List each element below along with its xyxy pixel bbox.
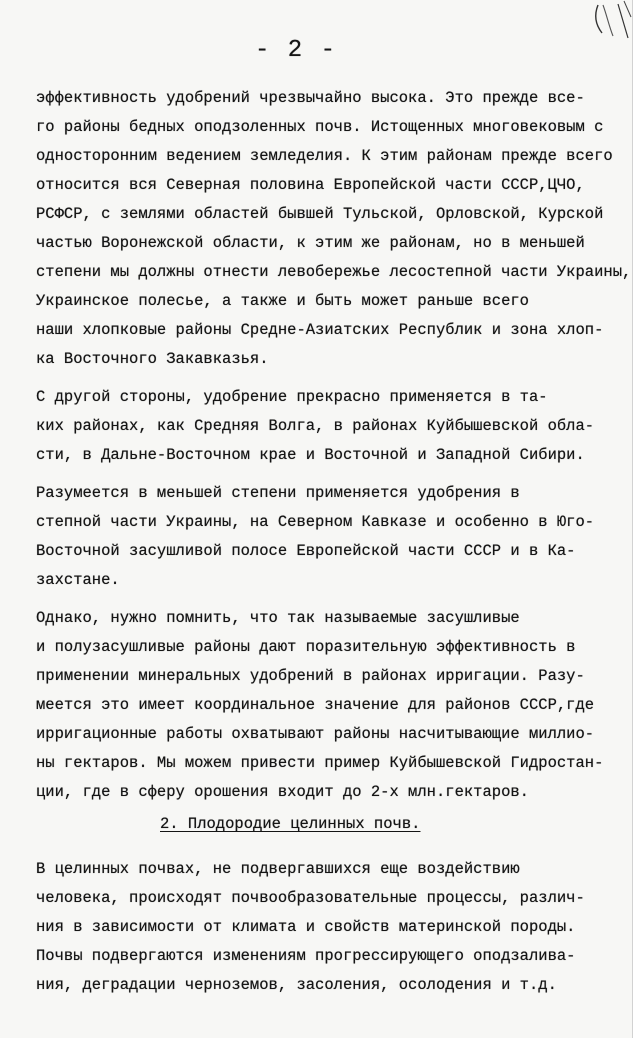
text-line: ции, где в сферу орошения входит до 2-х млн.гектаров. [36, 783, 529, 801]
text-line: Восточной засушливой полосе Европейской части СССР и в Ка- [36, 542, 576, 560]
text-line: ны гектаров. Мы можем привести пример Куйбышевской Гидростан- [36, 754, 604, 772]
text-line: применении минеральных удобрений в районах ирригации. Разу- [36, 667, 585, 685]
text-line: Почвы подвергаются изменениям прогрессирующего оподзалива- [36, 947, 576, 965]
paragraph-3 [36, 479, 627, 595]
text-line: ка Восточного Закавказья. [36, 350, 269, 368]
text-line: наши хлопковые районы Средне-Азиатских Республик и зона хлоп- [36, 321, 604, 339]
paragraph-spacing [36, 595, 627, 604]
text-line: ния, деградации черноземов, засоления, осолодения и т.д. [36, 976, 557, 994]
text-line: ких районах, как Средняя Волга, в районах Куйбышевской обла- [36, 417, 595, 435]
text-line: Разумеется в меньшей степени применяется удобрения в [36, 484, 520, 502]
text-line: эффективность удобрений чрезвычайно высока. Это прежде все- [36, 89, 585, 107]
text-line: С другой стороны, удобрение прекрасно применяется в та- [36, 388, 548, 406]
text-line: частью Воронежской области, к этим же районам, но в меньшей [36, 234, 585, 252]
page-number: - 2 - [254, 37, 337, 64]
text-line: и полузасушливые районы дают поразительную эффективность в [36, 638, 576, 656]
text-line: односторонним ведением земледелия. К этим районам прежде всего [36, 147, 613, 165]
text-line: степени мы должны отнести левобережье лесостепной части Украины, [36, 263, 632, 281]
section-heading: 2. Плодородие целинных почв. [160, 815, 421, 833]
text-line: сти, в Дальне-Восточном крае и Восточной и Западной Сибири. [36, 446, 585, 464]
paragraph-1 [36, 84, 632, 374]
paragraph-spacing [36, 374, 627, 383]
text-line: степной части Украины, на Северном Кавказе и особенно в Юго- [36, 513, 595, 531]
text-line: меется это имеет координальное значение для районов СССР,где [36, 696, 595, 714]
body-text-top [36, 84, 632, 807]
text-line: Однако, нужно помнить, что так называемые засушливые [36, 609, 520, 627]
paragraph-spacing [36, 470, 627, 479]
text-line: относится вся Северная половина Европейской части СССР,ЦЧО, [36, 176, 585, 194]
text-line: ирригационные работы охватывают районы насчитывающие миллио- [36, 725, 595, 743]
text-line: го районы бедных оподзоленных почв. Истощенных многовековым с [36, 118, 604, 136]
text-line: захстане. [36, 571, 120, 589]
corner-handwritten-mark [552, 0, 632, 45]
text-line: В целинных почвах, не подвергавшихся еще воздействию [36, 860, 520, 878]
text-line: ния в зависимости от климата и свойств материнской породы. [36, 918, 576, 936]
paragraph-5 [36, 855, 627, 1000]
paragraph-2 [36, 383, 627, 470]
text-line: Украинское полесье, а также и быть может раньше всего [36, 292, 529, 310]
body-text-section-2 [36, 855, 627, 1000]
text-line: РСФСР, с землями областей бывшей Тульской, Орловской, Курской [36, 205, 604, 223]
paragraph-4 [36, 604, 627, 807]
text-line: человека, происходят почвообразовательные процессы, различ- [36, 889, 585, 907]
